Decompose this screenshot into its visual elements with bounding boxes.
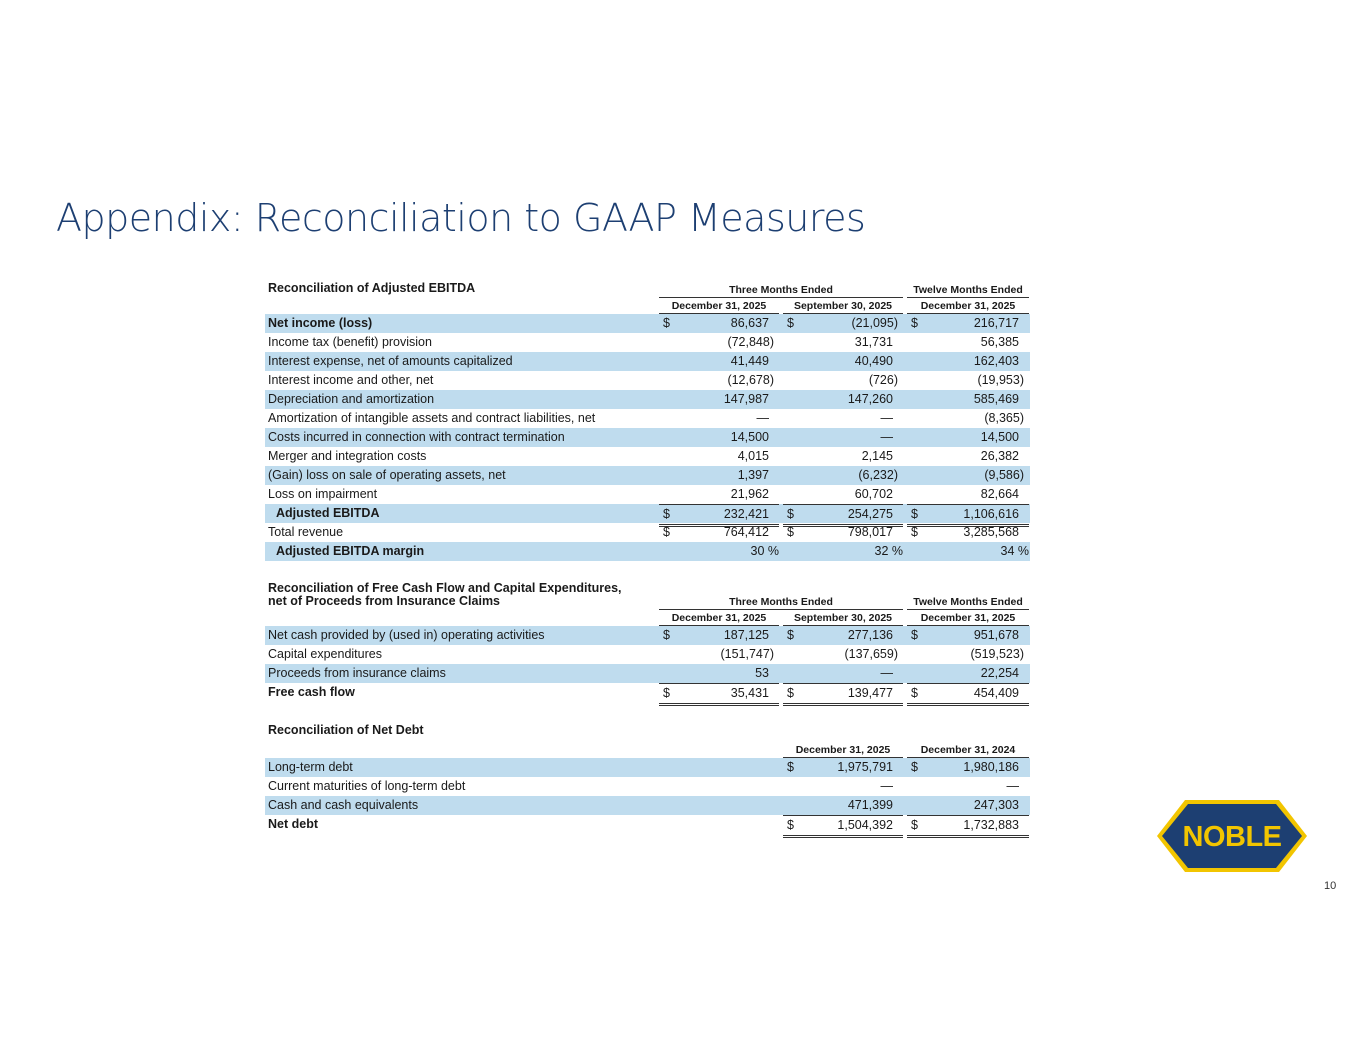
currency-sign: $ (787, 316, 794, 330)
value: 14,500 (730, 430, 769, 444)
currency-sign: $ (911, 525, 918, 539)
table-row (265, 626, 1030, 645)
value: 187,125 (723, 628, 769, 642)
value: 139,477 (847, 686, 893, 700)
table-row (265, 390, 1030, 409)
noble-logo (1155, 798, 1309, 874)
row-label: Cash and cash equivalents (268, 798, 419, 812)
col-header-2: September 30, 2025 (783, 611, 903, 626)
currency-sign: $ (787, 686, 794, 700)
currency-sign: $ (787, 507, 794, 521)
twelve-months-header: Twelve Months Ended (907, 283, 1029, 298)
value: 1,732,883 (963, 818, 1019, 832)
value: — (1006, 779, 1019, 793)
row-label: Interest expense, net of amounts capitalized (268, 354, 513, 368)
value: (519,523) (970, 647, 1024, 661)
currency-sign: $ (787, 818, 794, 832)
row-label: Depreciation and amortization (268, 392, 435, 406)
currency-sign: $ (787, 628, 794, 642)
table-row (265, 447, 1030, 466)
value: 454,409 (973, 686, 1019, 700)
row-label: Long-term debt (268, 760, 353, 774)
value: 147,260 (847, 392, 893, 406)
value: — (756, 411, 769, 425)
value: 35,431 (730, 686, 769, 700)
value: (9,586) (984, 468, 1024, 482)
table-row (265, 314, 1030, 333)
table-row (265, 428, 1030, 447)
value: 60,702 (854, 487, 893, 501)
value: (6,232) (858, 468, 898, 482)
value: 1,980,186 (963, 760, 1019, 774)
row-label: Free cash flow (268, 685, 355, 699)
row-label: Costs incurred in connection with contract termination (268, 430, 565, 444)
value: 40,490 (854, 354, 893, 368)
table-row (265, 758, 1030, 777)
value: 56,385 (980, 335, 1019, 349)
row-label: Interest income and other, net (268, 373, 434, 387)
value: 3,285,568 (963, 525, 1019, 539)
value: 277,136 (847, 628, 893, 642)
value: 232,421 (723, 507, 769, 521)
table-row (265, 523, 1030, 542)
table-row (265, 485, 1030, 504)
currency-sign: $ (911, 760, 918, 774)
value: 162,403 (973, 354, 1019, 368)
page-title: Appendix: Reconciliation to GAAP Measures (56, 196, 866, 240)
currency-sign: $ (663, 507, 670, 521)
col-header-1: December 31, 2025 (659, 299, 779, 314)
table-row (265, 645, 1030, 664)
currency-sign: $ (911, 818, 918, 832)
col-header-1: December 31, 2025 (659, 611, 779, 626)
currency-sign: $ (787, 525, 794, 539)
value: (12,678) (727, 373, 774, 387)
table-row (265, 352, 1030, 371)
value: 31,731 (854, 335, 893, 349)
ebitda-table-title: Reconciliation of Adjusted EBITDA (268, 281, 476, 295)
value: 1,975,791 (837, 760, 893, 774)
col-header-3: December 31, 2024 (907, 743, 1029, 758)
row-label: Adjusted EBITDA (276, 506, 380, 520)
net-debt-table-title: Reconciliation of Net Debt (268, 723, 424, 737)
row-label: Loss on impairment (268, 487, 378, 501)
row-label: Amortization of intangible assets and contract liabilities, net (268, 411, 596, 425)
row-label: Capital expenditures (268, 647, 382, 661)
fcf-title-line-2: net of Proceeds from Insurance Claims (268, 594, 501, 608)
logo-text: NOBLE (1182, 821, 1282, 853)
value: 82,664 (980, 487, 1019, 501)
currency-sign: $ (911, 686, 918, 700)
value: 34 % (1000, 544, 1029, 558)
currency-sign: $ (663, 686, 670, 700)
table-row-total (265, 504, 1030, 523)
col-header-2: September 30, 2025 (783, 299, 903, 314)
value: 30 % (750, 544, 779, 558)
table-row (265, 333, 1030, 352)
row-label: (Gain) loss on sale of operating assets, net (268, 468, 506, 482)
row-label: Adjusted EBITDA margin (276, 544, 425, 558)
table-row (265, 777, 1030, 796)
value: 471,399 (847, 798, 893, 812)
row-label: Net income (loss) (268, 316, 373, 330)
value: 247,303 (973, 798, 1019, 812)
currency-sign: $ (911, 628, 918, 642)
value: (726) (868, 373, 898, 387)
value: (72,848) (727, 335, 774, 349)
value: 798,017 (847, 525, 893, 539)
value: 585,469 (973, 392, 1019, 406)
row-label: Current maturities of long-term debt (268, 779, 466, 793)
value: — (880, 779, 893, 793)
three-months-header: Three Months Ended (659, 283, 903, 298)
value: 32 % (874, 544, 903, 558)
currency-sign: $ (663, 316, 670, 330)
fcf-title-line-1: Reconciliation of Free Cash Flow and Capital Expenditures, (268, 581, 622, 595)
value: 4,015 (737, 449, 769, 463)
row-label: Merger and integration costs (268, 449, 427, 463)
row-label: Total revenue (268, 525, 344, 539)
table-row (265, 796, 1030, 815)
page-number: 10 (1324, 880, 1337, 892)
value: 14,500 (980, 430, 1019, 444)
currency-sign: $ (663, 525, 670, 539)
col-header-2: December 31, 2025 (783, 743, 903, 758)
value: (21,095) (851, 316, 898, 330)
twelve-months-header: Twelve Months Ended (907, 595, 1029, 610)
table-row-total (265, 815, 1030, 834)
value: 22,254 (980, 666, 1019, 680)
value: 21,962 (730, 487, 769, 501)
value: 26,382 (980, 449, 1019, 463)
col-header-3: December 31, 2025 (907, 299, 1029, 314)
table-row (265, 664, 1030, 683)
row-label: Proceeds from insurance claims (268, 666, 446, 680)
value: 147,987 (723, 392, 769, 406)
value: 53 (755, 666, 769, 680)
table-row-margin (265, 542, 1030, 561)
table-row-total (265, 683, 1030, 702)
value: 1,106,616 (963, 507, 1019, 521)
value: (137,659) (844, 647, 898, 661)
fcf-table-title (268, 582, 622, 608)
value: 764,412 (723, 525, 769, 539)
value: 951,678 (973, 628, 1019, 642)
table-row (265, 371, 1030, 390)
currency-sign: $ (911, 507, 918, 521)
col-header-3: December 31, 2025 (907, 611, 1029, 626)
row-label: Income tax (benefit) provision (268, 335, 432, 349)
value: 86,637 (730, 316, 769, 330)
value: 2,145 (861, 449, 893, 463)
three-months-header: Three Months Ended (659, 595, 903, 610)
currency-sign: $ (787, 760, 794, 774)
row-label: Net debt (268, 817, 318, 831)
value: 216,717 (973, 316, 1019, 330)
currency-sign: $ (911, 316, 918, 330)
value: 254,275 (847, 507, 893, 521)
value: — (880, 411, 893, 425)
table-row (265, 409, 1030, 428)
value: 1,504,392 (837, 818, 893, 832)
value: — (880, 430, 893, 444)
table-row (265, 466, 1030, 485)
value: 41,449 (730, 354, 769, 368)
value: 1,397 (737, 468, 769, 482)
currency-sign: $ (663, 628, 670, 642)
value: — (880, 666, 893, 680)
value: (151,747) (720, 647, 774, 661)
value: (19,953) (977, 373, 1024, 387)
value: (8,365) (984, 411, 1024, 425)
row-label: Net cash provided by (used in) operating activities (268, 628, 545, 642)
